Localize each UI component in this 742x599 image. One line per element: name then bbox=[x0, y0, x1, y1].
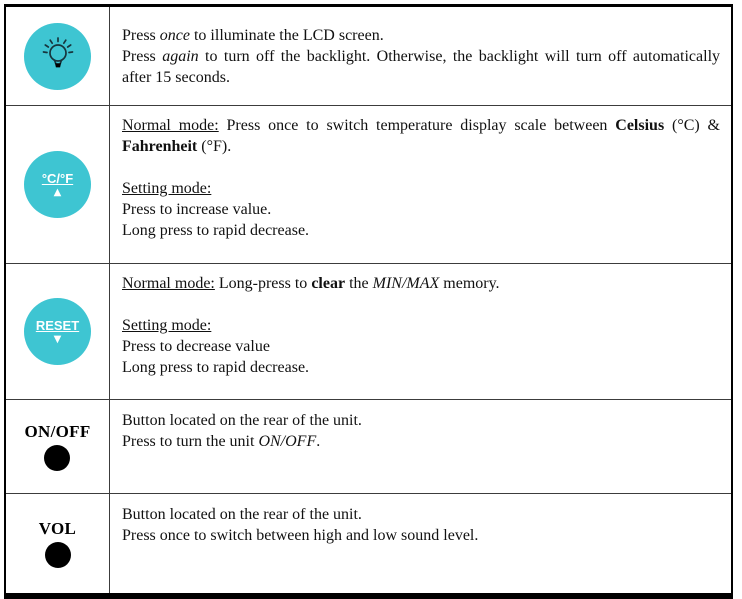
description-cell bbox=[110, 400, 733, 494]
description-cell bbox=[110, 264, 733, 400]
cf-up-button[interactable] bbox=[24, 151, 91, 218]
lightbulb-icon bbox=[35, 33, 81, 79]
reset-down-button[interactable] bbox=[24, 298, 91, 365]
up-arrow-icon: ▲ bbox=[53, 187, 62, 198]
backlight-button[interactable] bbox=[24, 23, 91, 90]
button-cell bbox=[5, 494, 110, 597]
row-description: Button located on the rear of the unit. Press to turn the unit ON/OFF. bbox=[122, 412, 362, 450]
button-function-table bbox=[4, 4, 733, 599]
table-row-vol bbox=[5, 494, 732, 597]
cf-button-label: °C/°F bbox=[41, 171, 74, 186]
down-arrow-icon: ▼ bbox=[53, 334, 62, 345]
row-description: Press once to illuminate the LCD screen. Press again to turn off the backlight. Otherwise, the backlight will turn off automatically after 15 seconds. bbox=[122, 26, 721, 86]
table-row-onoff bbox=[5, 400, 732, 494]
vol-button-label: VOL bbox=[38, 519, 77, 538]
table-row-reset-down bbox=[5, 264, 732, 400]
description-cell bbox=[110, 494, 733, 597]
button-cell bbox=[5, 6, 110, 106]
onoff-button-label: ON/OFF bbox=[24, 422, 91, 441]
row-description: Normal mode: Long-press to clear the MIN/MAX memory. Setting mode: Press to decrease value Long press to rapid decrease. bbox=[122, 275, 500, 376]
button-cell bbox=[5, 264, 110, 400]
row-description: Normal mode: Press once to switch temperature display scale between Celsius (°C) & Fahrenheit (°F). Setting mode: Press to increase value. Long press to rapid decrease. bbox=[122, 117, 720, 239]
description-cell bbox=[110, 106, 733, 264]
button-cell bbox=[5, 106, 110, 264]
description-cell bbox=[110, 6, 733, 106]
table-row-cf-up bbox=[5, 106, 732, 264]
vol-button-group bbox=[39, 519, 76, 568]
vol-button-dot[interactable] bbox=[45, 542, 71, 568]
reset-button-label: RESET bbox=[35, 318, 80, 333]
button-cell bbox=[5, 400, 110, 494]
onoff-button-dot[interactable] bbox=[44, 445, 70, 471]
onoff-button-group bbox=[24, 422, 90, 471]
row-description: Button located on the rear of the unit. Press once to switch between high and low sound level. bbox=[122, 506, 479, 544]
table-row-backlight bbox=[5, 6, 732, 106]
